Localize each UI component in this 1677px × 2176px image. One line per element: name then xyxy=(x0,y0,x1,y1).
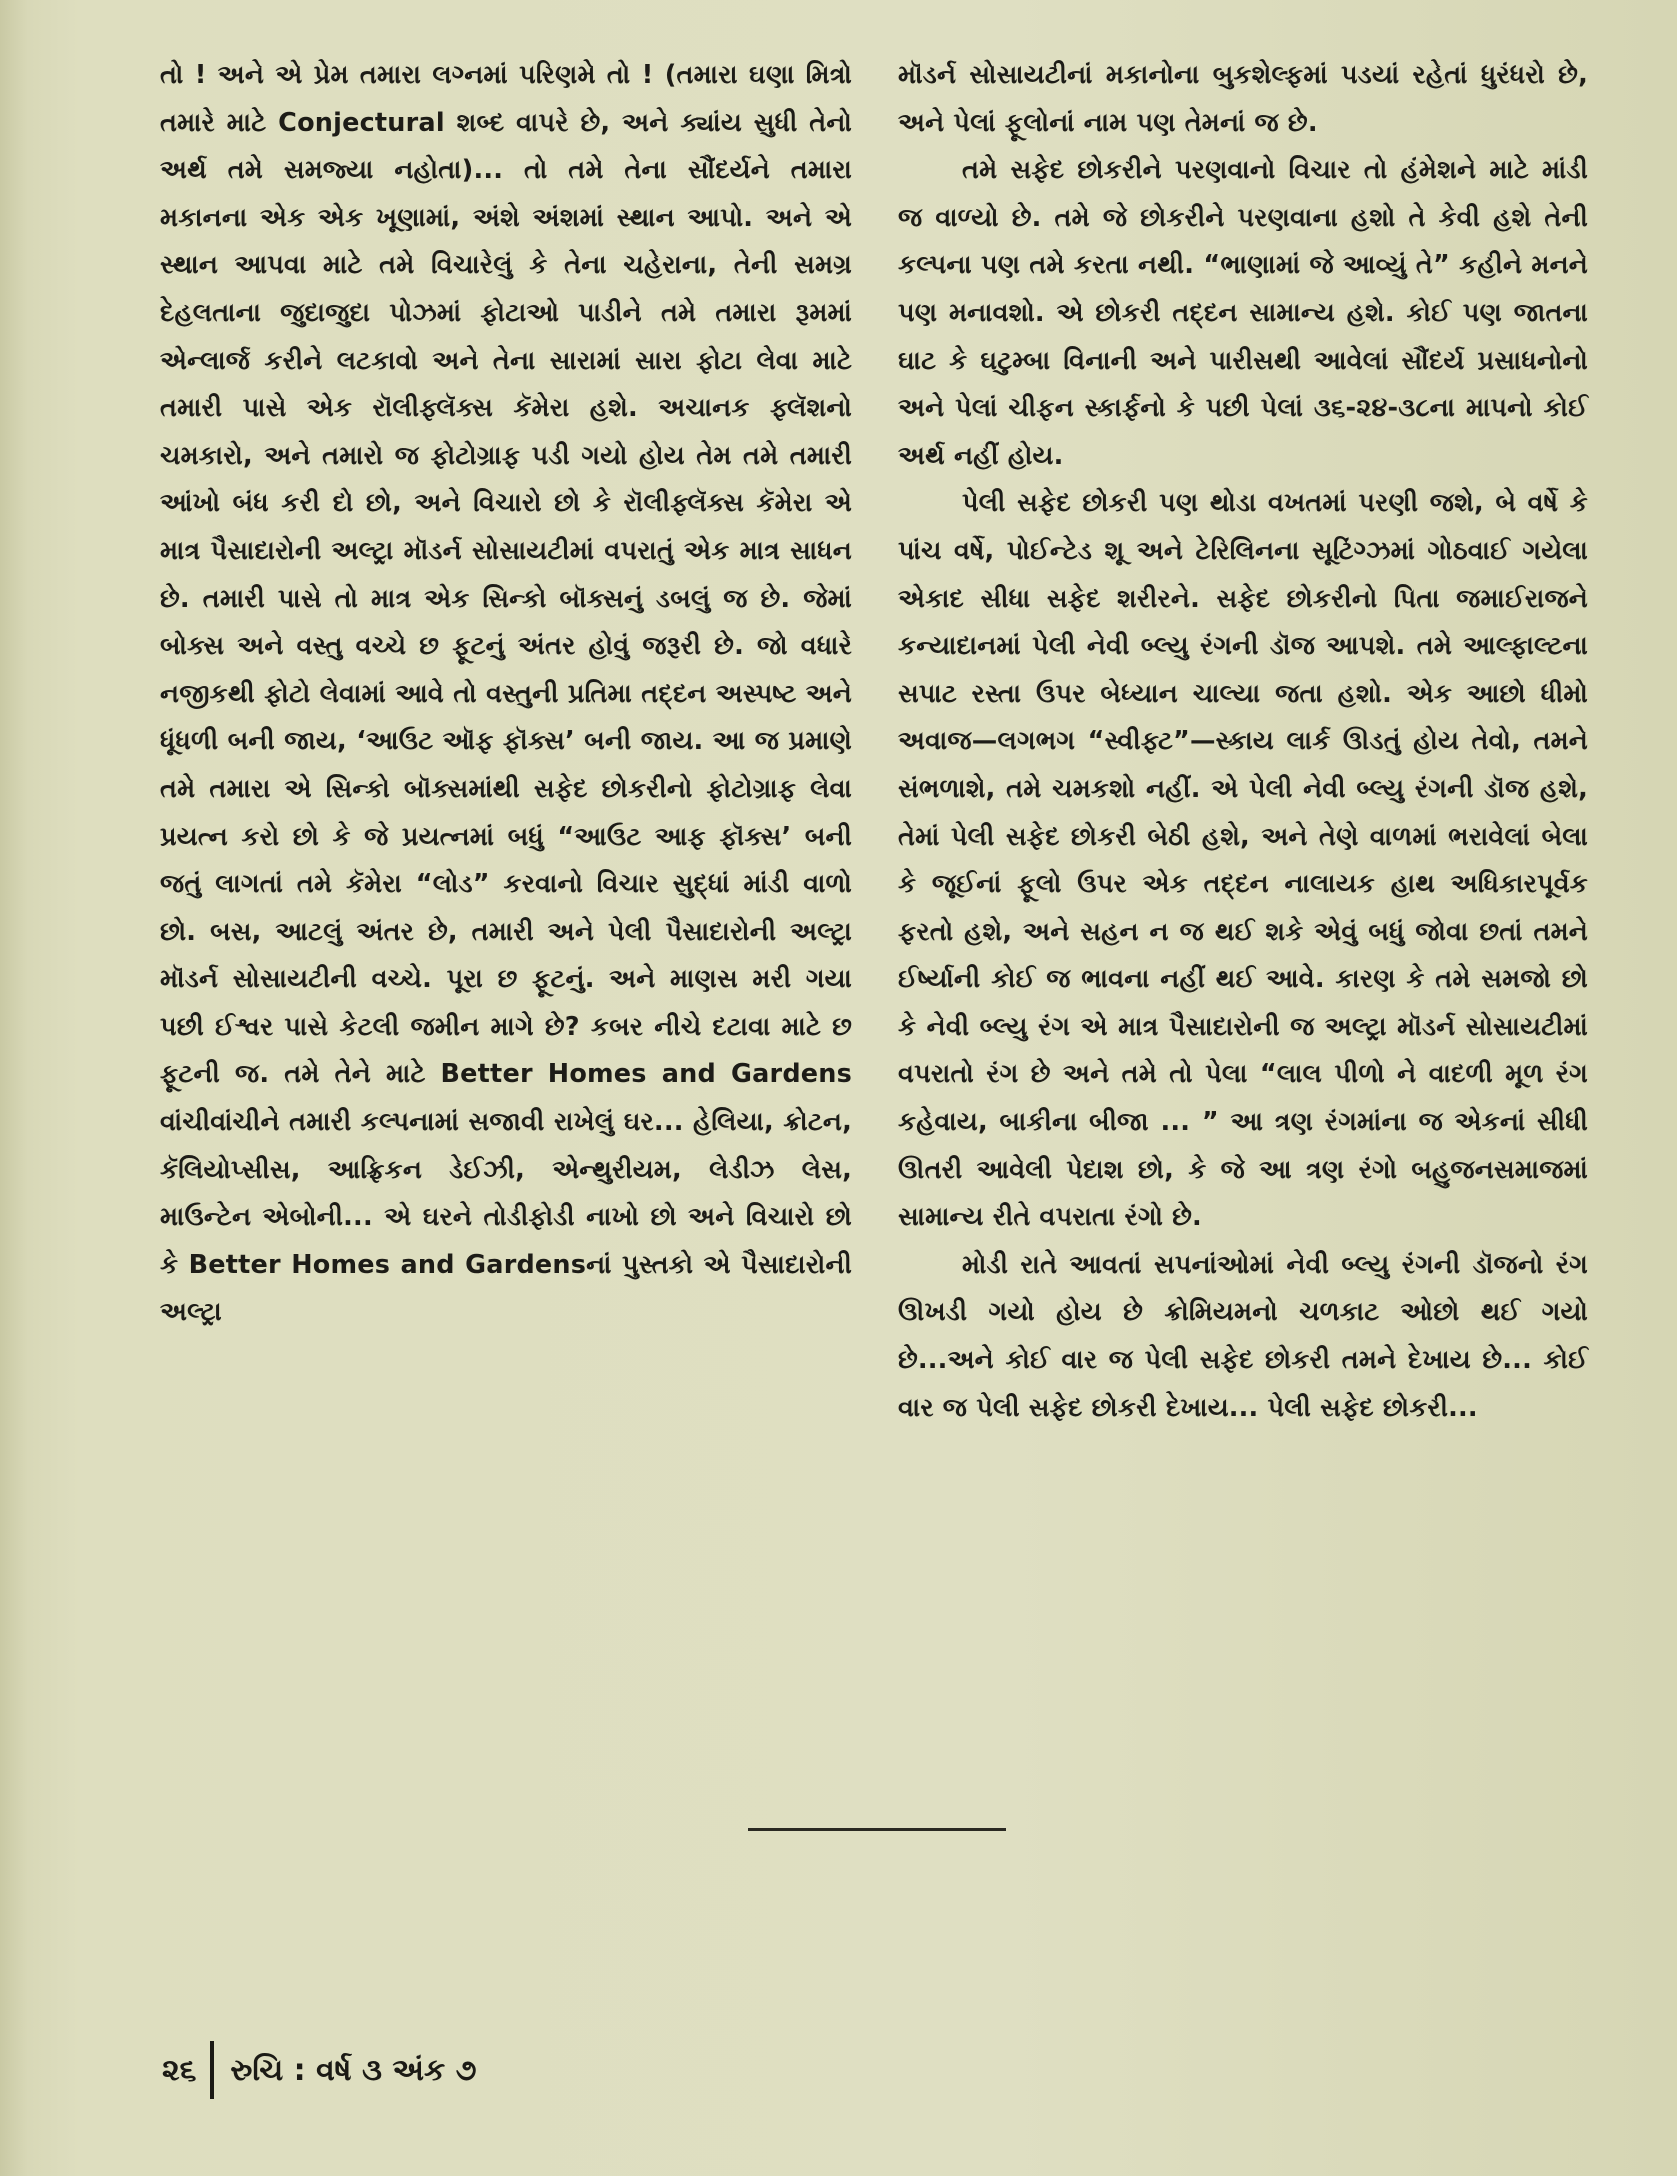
section-divider xyxy=(748,1828,1006,1831)
page-number: ૨૬ xyxy=(162,2052,197,2088)
left-column xyxy=(160,52,852,1337)
footer-rule xyxy=(210,2041,214,2099)
page-footer xyxy=(162,2040,477,2100)
left-paragraph-1: તો ! અને એ પ્રેમ તમારા લગ્નમાં પરિણમે તો ! (તમારા ઘણા મિત્રો તમારે માટે Conjectural શબ્દ વાપરે છે, અને ક્યાંય સુધી તેનો અર્થ તમે સમજ્યા નહોતા)... તો તમે તેના સૌંદર્યને તમારા મકાનના એક એક ખૂણામાં, અંશે અંશમાં સ્થાન આપો. અને એ સ્થાન આપવા માટે તમે વિચારેલું કે તેના ચહેરાના, તેની સમગ્ર દેહલતાના જુદાજુદા પોઝમાં ફોટાઓ પાડીને તમે તમારા રૂમમાં એન્લાર્જ કરીને લટકાવો અને તેના સારામાં સારા ફોટા લેવા માટે તમારી પાસે એક રૉલીફ્લૅક્સ કૅમેરા હશે. અચાનક ફ્લૅશનો ચમકારો, અને તમારો જ ફોટોગ્રાફ પડી ગયો હોય તેમ તમે તમારી આંખો બંધ કરી દો છો, અને વિચારો છો કે રૉલીફ્લૅક્સ કૅમેરા એ માત્ર પૈસાદારોની અલ્ટ્રા મૉડર્ન સોસાયટીમાં વપરાતું એક માત્ર સાધન છે. તમારી પાસે તો માત્ર એક સિન્કો બૉક્સનું ડબલું જ છે. જેમાં બોક્સ અને વસ્તુ વચ્ચે છ ફૂટનું અંતર હોવું જરૂરી છે. જો વધારે નજીકથી ફોટો લેવામાં આવે તો વસ્તુની પ્રતિમા તદ્દન અસ્પષ્ટ અને ધૂંધળી બની જાય, ‘આઉટ ઑફ ફૉક્સ’ બની જાય. આ જ પ્રમાણે તમે તમારા એ સિન્કો બૉક્સમાંથી સફેદ છોકરીનો ફોટોગ્રાફ લેવા પ્રયત્ન કરો છો કે જે પ્રયત્નમાં બધું “આઉટ આફ ફૉક્સ’ બની જતું લાગતાં તમે કૅમેરા “લોડ” કરવાનો વિચાર સુદ્ધાં માંડી વાળો છો. બસ, આટલું અંતર છે, તમારી અને પેલી પૈસાદારોની અલ્ટ્રા મૉડર્ન સોસાયટીની વચ્ચે. પૂરા છ ફૂટનું. અને માણસ મરી ગયા પછી ઈશ્વર પાસે કેટલી જમીન માગે છે? કબર નીચે દટાવા માટે છ ફૂટની જ. તમે તેને માટે Better Homes and Gardens વાંચીવાંચીને તમારી કલ્પનામાં સજાવી રાખેલું ઘર... હેલિયા, ક્રોટન, કૅલિયોપ્સીસ, આફ્રિકન ડેઈઝી, એન્થુરીયમ, લેડીઝ લેસ, માઉન્ટેન એબોની... એ ઘરને તોડીફોડી નાખો છો અને વિચારો છો કે Better Homes and Gardensનાં પુસ્તકો એ પૈસાદારોની અલ્ટ્રા xyxy=(160,60,852,1328)
publication-title: રુચિ : વર્ષ ૩ અંક ૭ xyxy=(230,2052,477,2088)
right-paragraph-4: મોડી રાતે આવતાં સપનાંઓમાં નેવી બ્લ્યુ રંગની ડૉજનો રંગ ઊખડી ગયો હોય છે ક્રોમિયમનો ચળકાટ ઓછો થઈ ગયો છે...અને કોઈ વાર જ પેલી સફેદ છોકરી તમને દેખાય છે... કોઈ વાર જ પેલી સફેદ છોકરી દેખાય... પેલી સફેદ છોકરી... xyxy=(898,1249,1588,1423)
right-paragraph-3: પેલી સફેદ છોકરી પણ થોડા વખતમાં પરણી જશે, બે વર્ષે કે પાંચ વર્ષે, પોઈન્ટેડ શૂ અને ટેરિલિનના સૂટિંગ્ઝમાં ગોઠવાઈ ગયેલા એકાદ સીધા સફેદ શરીરને. સફેદ છોકરીનો પિતા જમાઈરાજને કન્યાદાનમાં પેલી નેવી બ્લ્યુ રંગની ડૉજ આપશે. તમે આલ્ફાલ્ટના સપાટ રસ્તા ઉપર બેધ્યાન ચાલ્યા જતા હશો. એક આછો ધીમો અવાજ—લગભગ “સ્વીફ્ટ”—સ્કાય લાર્ક ઊડતું હોય તેવો, તમને સંભળાશે, તમે ચમકશો નહીં. એ પેલી નેવી બ્લ્યુ રંગની ડૉજ હશે, તેમાં પેલી સફેદ છોકરી બેઠી હશે, અને તેણે વાળમાં ભરાવેલાં બેલા કે જૂઈનાં ફૂલો ઉપર એક તદ્દન નાલાયક હાથ અધિકારપૂર્વક ફરતો હશે, અને સહન ન જ થઈ શકે એવું બધું જોવા છતાં તમને ઈર્ષ્યાની કોઈ જ ભાવના નહીં થઈ આવે. કારણ કે તમે સમજો છો કે નેવી બ્લ્યુ રંગ એ માત્ર પૈસાદારોની જ અલ્ટ્રા મૉડર્ન સોસાયટીમાં વપરાતો રંગ છે અને તમે તો પેલા “લાલ પીળો ને વાદળી મૂળ રંગ કહેવાય, બાકીના બીજા ... ” આ ત્રણ રંગમાંના જ એકનાં સીધી ઊતરી આવેલી પેદાશ છો, કે જે આ ત્રણ રંગો બહુજનસમાજમાં સામાન્ય રીતે વપરાતા રંગો છે. xyxy=(898,488,1588,1233)
right-paragraph-2: તમે સફેદ છોકરીને પરણવાનો વિચાર તો હંમેશને માટે માંડી જ વાળ્યો છે. તમે જે છોકરીને પરણવાના હશો તે કેવી હશે તેની કલ્પના પણ તમે કરતા નથી. “ભાણામાં જે આવ્યું તે” કહીને મનને પણ મનાવશો. એ છોકરી તદ્દન સામાન્ય હશે. કોઈ પણ જાતના ઘાટ કે ઘટુમ્બા વિનાની અને પારીસથી આવેલાં સૌંદર્ય પ્રસાધનોનો અને પેલાં ચીફન સ્કાર્ફનો કે પછી પેલાં ૩૬-૨૪-૩૮ના માપનો કોઈ અર્થ નહીં હોય. xyxy=(898,155,1588,471)
right-paragraph-1: મૉડર્ન સોસાયટીનાં મકાનોના બુકશેલ્ફમાં પડયાં રહેતાં ધુરંધરો છે, અને પેલાં ફૂલોનાં નામ પણ તેમનાં જ છે. xyxy=(898,60,1588,138)
right-column xyxy=(898,52,1588,1432)
